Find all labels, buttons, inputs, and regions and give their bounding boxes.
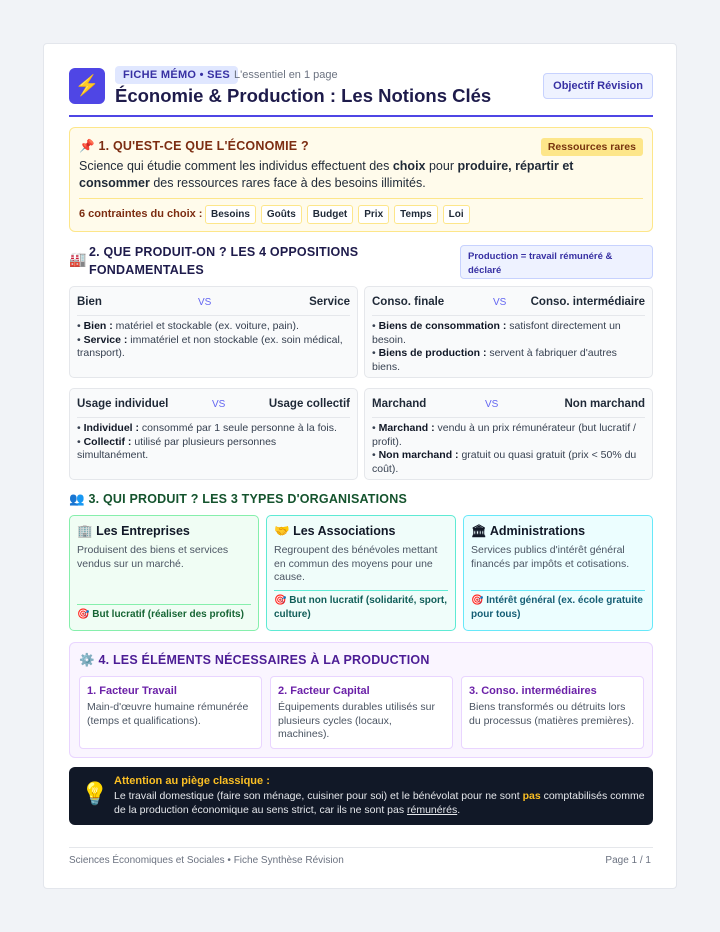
- factory-icon: 🏭: [69, 251, 87, 267]
- warning-text: [114, 789, 645, 817]
- building-icon: 🏢: [77, 524, 93, 538]
- org-title: [471, 524, 585, 539]
- org-card-enterprises: [69, 515, 259, 631]
- sheet-subtitle: L'essentiel en 1 page: [234, 69, 338, 81]
- factor-description: Biens transformés ou détruits lors du processus (matières premières).: [469, 701, 635, 727]
- term: Marchand :: [378, 422, 435, 434]
- term: Service :: [83, 333, 128, 346]
- factor-title: 3. Conso. intermédiaires: [469, 685, 597, 697]
- header-divider: [69, 115, 653, 117]
- org-goal: [274, 594, 448, 622]
- footer-divider: [69, 847, 653, 848]
- term-desc: matériel et stockable (ex. voiture, pain).: [112, 320, 299, 332]
- org-goal: [471, 594, 645, 622]
- constraint-chip: Goûts: [261, 205, 302, 224]
- opposition-card-consumption: [364, 286, 653, 378]
- economy-definition: [79, 158, 645, 192]
- opposition-right: Usage collectif: [268, 398, 350, 410]
- opposition-right: Service: [309, 296, 350, 308]
- term-desc: consommé par 1 seule personne à la fois.: [139, 422, 337, 434]
- header: [69, 66, 653, 118]
- opposition-details: • Marchand : vendu à un prix rémunérateur (but lucratif / profit). • Non marchand : gratuit ou quasi gratuit (prix < 50% du coût).: [372, 422, 637, 475]
- constraint-chip: Prix: [358, 205, 389, 224]
- divider: [77, 604, 251, 605]
- constraints-label: 6 contraintes du choix :: [79, 208, 203, 220]
- org-description: Produisent des biens et services vendus sur un marché.: [77, 544, 229, 570]
- vs-label: VS: [198, 297, 212, 308]
- org-description: Regroupent des bénévoles mettant en commun des moyens pour une cause.: [274, 544, 438, 583]
- term: Biens de production :: [378, 347, 487, 359]
- section-production-factors: [69, 642, 653, 758]
- org-title-text: Les Entreprises: [96, 524, 190, 538]
- footer-left: Sciences Économiques et Sociales • Fiche Synthèse Révision: [69, 855, 344, 866]
- term-desc: servent à fabriquer d'autres biens.: [372, 347, 617, 373]
- target-icon: 🎯: [77, 609, 90, 620]
- section-4-title-text: 4. LES ÉLÉMENTS NÉCESSAIRES À LA PRODUCTION: [98, 653, 430, 667]
- pin-icon: 📌: [79, 139, 95, 153]
- section-1-title-text: 1. QU'EST-CE QUE L'ÉCONOMIE ?: [98, 139, 309, 153]
- constraint-chip: Temps: [394, 205, 438, 224]
- section-4-title: [79, 653, 430, 668]
- org-goal-text: But non lucratif (solidarité, sport, culture): [274, 595, 448, 620]
- lightning-icon: ⚡: [69, 68, 105, 104]
- org-goal: [77, 608, 251, 622]
- memo-sheet: [43, 43, 677, 889]
- opposition-right: Non marchand: [564, 398, 645, 410]
- people-icon: 👥: [69, 492, 85, 506]
- objective-badge: Objectif Révision: [543, 73, 653, 99]
- lightbulb-icon: 💡: [81, 781, 109, 806]
- term: Individuel :: [83, 422, 140, 434]
- opposition-left: Marchand: [372, 398, 427, 410]
- org-goal-text: But lucratif (réaliser des profits): [92, 609, 244, 620]
- org-title-text: Les Associations: [293, 524, 396, 538]
- warning-part: Le travail domestique (faire son ménage, cuisiner pour soi) et le bénévolat pour ne sont: [114, 790, 523, 802]
- def-part: pour: [425, 159, 458, 173]
- opposition-left: Conso. finale: [372, 296, 445, 308]
- section-1-title: [79, 139, 309, 154]
- warning-box: [69, 767, 653, 825]
- handshake-icon: 🤝: [274, 524, 290, 538]
- constraint-chip: Budget: [307, 205, 353, 224]
- divider: [77, 315, 350, 316]
- footer-page-number: Page 1 / 1: [605, 855, 651, 866]
- factor-title: 1. Facteur Travail: [87, 685, 177, 697]
- section-economy-definition: [69, 127, 653, 232]
- opposition-card-bien-service: [69, 286, 358, 378]
- term: Bien :: [83, 320, 113, 332]
- def-part: des ressources rares face à des besoins illimités.: [149, 176, 426, 190]
- vs-label: VS: [485, 399, 499, 410]
- factor-description: Main-d'œuvre humaine rémunérée (temps et qualifications).: [87, 701, 249, 727]
- term-desc: gratuit ou quasi gratuit (prix < 50% du coût).: [372, 449, 637, 475]
- term-desc: satisfont directement un besoin.: [372, 320, 621, 346]
- divider: [77, 417, 350, 418]
- org-title: [274, 524, 395, 539]
- term: Collectif :: [83, 435, 132, 448]
- divider: [471, 590, 645, 591]
- org-card-administrations: [463, 515, 653, 631]
- constraint-chip: Besoins: [205, 205, 256, 224]
- opposition-details: • Individuel : consommé par 1 seule personne à la fois. • Collectif : utilisé par plusieurs personnes simultanément.: [77, 422, 337, 461]
- opposition-left: Bien: [77, 296, 102, 308]
- institution-icon: 🏛: [471, 524, 487, 538]
- constraints-list: [205, 205, 470, 224]
- production-note: Production = travail rémunéré & déclaré: [460, 245, 653, 279]
- divider: [79, 198, 643, 199]
- divider: [372, 315, 645, 316]
- org-card-associations: [266, 515, 456, 631]
- opposition-details: • Biens de consommation : satisfont directement un besoin. • Biens de production : servent à fabriquer d'autres biens.: [372, 320, 621, 373]
- section-3-title: [69, 492, 407, 507]
- org-title: [77, 524, 190, 539]
- warning-highlight: pas: [522, 790, 541, 802]
- warning-underlined: rémunérés: [407, 804, 458, 816]
- def-part: Science qui étudie comment les individus effectuent des: [79, 159, 393, 173]
- opposition-right: Conso. intermédiaire: [530, 296, 645, 308]
- constraint-chip: Loi: [443, 205, 470, 224]
- def-actions: produire, répartir et consommer: [79, 159, 574, 190]
- divider: [274, 590, 448, 591]
- warning-part: comptabilisés comme de la production économique au sens strict, car ils ne sont pas: [114, 790, 645, 816]
- term-desc: vendu à un prix rémunérateur (but lucratif / profit).: [372, 422, 636, 448]
- gear-icon: ⚙️: [79, 653, 95, 667]
- opposition-card-market: [364, 388, 653, 480]
- opposition-details: • Bien : matériel et stockable (ex. voiture, pain). • Service : immatériel et non stockable (ex. soin médical, transport).: [77, 320, 343, 359]
- section-2-title: 2. QUE PRODUIT-ON ? LES 4 OPPOSITIONS FONDAMENTALES: [89, 245, 359, 277]
- def-choice: choix: [392, 159, 426, 173]
- target-icon: 🎯: [274, 595, 287, 606]
- term: Biens de consommation :: [378, 320, 507, 332]
- warning-title: Attention au piège classique :: [114, 775, 270, 787]
- section-3-title-text: 3. QUI PRODUIT ? LES 3 TYPES D'ORGANISATIONS: [88, 492, 407, 506]
- warning-part: .: [457, 804, 461, 816]
- org-description: Services publics d'intérêt général financés par impôts et cotisations.: [471, 544, 630, 570]
- org-title-text: Administrations: [489, 524, 586, 538]
- vs-label: VS: [493, 297, 507, 308]
- factor-card-intermediate: [461, 676, 644, 749]
- factor-card-capital: [270, 676, 453, 749]
- term-desc: utilisé par plusieurs personnes simultanément.: [77, 435, 277, 461]
- term: Non marchand :: [378, 449, 459, 461]
- term-desc: immatériel et non stockable (ex. soin médical, transport).: [77, 333, 343, 359]
- rare-resources-badge: Ressources rares: [541, 138, 643, 156]
- opposition-card-usage: [69, 388, 358, 480]
- factor-title: 2. Facteur Capital: [278, 685, 370, 697]
- opposition-left: Usage individuel: [77, 398, 169, 410]
- divider: [372, 417, 645, 418]
- vs-label: VS: [212, 399, 226, 410]
- org-goal-text: Intérêt général (ex. école gratuite pour tous): [471, 595, 643, 620]
- sheet-tag: FICHE MÉMO • SES: [115, 66, 238, 84]
- target-icon: 🎯: [471, 595, 484, 606]
- page-title: Économie & Production : Les Notions Clés: [115, 85, 492, 106]
- factor-card-labor: [79, 676, 262, 749]
- factor-description: Équipements durables utilisés sur plusieurs cycles (locaux, machines).: [278, 701, 435, 740]
